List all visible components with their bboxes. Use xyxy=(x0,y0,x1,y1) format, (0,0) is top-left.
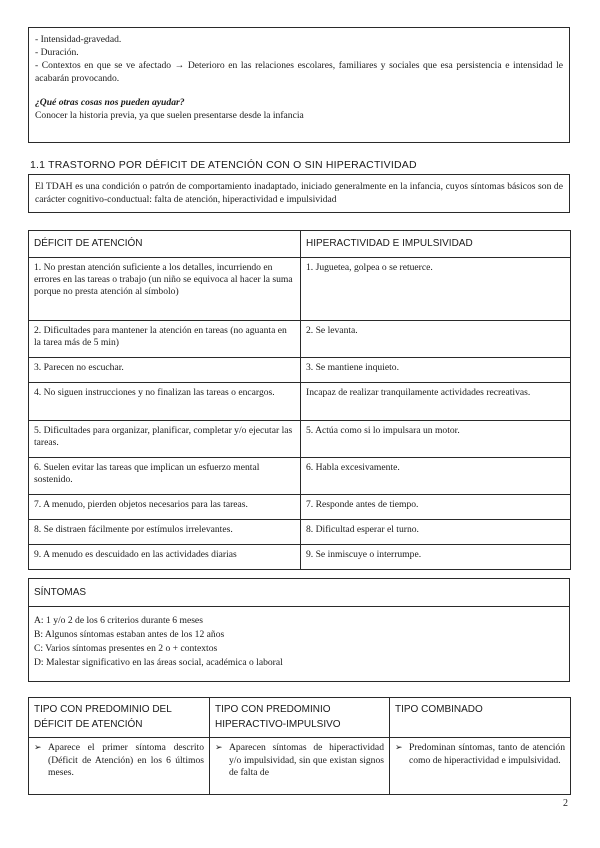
table-cell: 8. Se distraen fácilmente por estímulos irrelevantes. xyxy=(29,520,301,545)
header-deficit-atencion: DÉFICIT DE ATENCIÓN xyxy=(29,231,301,258)
arrow-bullet-icon: ➢ xyxy=(395,743,403,753)
table-cell: 2. Se levanta. xyxy=(301,321,571,358)
table-row xyxy=(29,738,571,795)
table-cell: 7. Responde antes de tiempo. xyxy=(301,495,571,520)
symptoms-table xyxy=(28,230,571,570)
table-cell xyxy=(210,738,390,795)
arrow-bullet-icon: ➢ xyxy=(34,743,42,753)
table-row xyxy=(29,421,571,458)
table-cell: 8. Dificultad esperar el turno. xyxy=(301,520,571,545)
table-cell: 3. Se mantiene inquieto. xyxy=(301,358,571,383)
table-cell: 7. A menudo, pierden objetos necesarios para las tareas. xyxy=(29,495,301,520)
intro-question: ¿Qué otras cosas nos pueden ayudar? xyxy=(35,97,185,108)
table-row xyxy=(29,258,571,321)
sintomas-list xyxy=(29,607,569,670)
header-tipo-hiperactivo: TIPO CON PREDOMINIO HIPERACTIVO-IMPULSIVO xyxy=(210,698,390,738)
header-tipo-deficit: TIPO CON PREDOMINIO DEL DÉFICIT DE ATENCIÓN xyxy=(29,698,210,738)
table-cell: 5. Dificultades para organizar, planificar, completar y/o ejecutar las tareas. xyxy=(29,421,301,458)
table-row xyxy=(29,545,571,570)
table-cell: 1. Juguetea, golpea o se retuerce. xyxy=(301,258,571,321)
table-cell: 6. Habla excesivamente. xyxy=(301,458,571,495)
table-cell: Incapaz de realizar tranquilamente actividades recreativas. xyxy=(301,383,571,421)
table-cell xyxy=(29,738,210,795)
section-heading: 1.1 TRASTORNO POR DÉFICIT DE ATENCIÓN CON O SIN HIPERACTIVIDAD xyxy=(30,159,417,171)
intro-answer: Conocer la historia previa, ya que suelen presentarse desde la infancia xyxy=(35,110,304,121)
table-cell: 4. No siguen instrucciones y no finalizan las tareas o encargos. xyxy=(29,383,301,421)
table-header-row xyxy=(29,698,571,738)
intro-box xyxy=(28,27,570,143)
table-cell: 5. Actúa como si lo impulsara un motor. xyxy=(301,421,571,458)
table-row xyxy=(29,383,571,421)
intro-contexts-line: - Contextos en que se ve afectado → Deterioro en las relaciones escolares, familiares y sociales que esa persistencia e intensidad le acabarán provocando. xyxy=(35,60,563,84)
page-number: 2 xyxy=(563,798,568,809)
table-cell: 9. Se inmiscuye o interrumpe. xyxy=(301,545,571,570)
table-row xyxy=(29,520,571,545)
sintomas-item: C: Varios síntomas presentes en 2 o + contextos xyxy=(34,643,218,654)
sintomas-item: D: Malestar significativo en las áreas social, académica o laboral xyxy=(34,657,283,668)
sintomas-item: B: Algunos síntomas estaban antes de los 12 años xyxy=(34,629,225,640)
header-hiperactividad: HIPERACTIVIDAD E IMPULSIVIDAD xyxy=(301,231,571,258)
table-row xyxy=(29,358,571,383)
table-row xyxy=(29,495,571,520)
header-tipo-combinado: TIPO COMBINADO xyxy=(390,698,571,738)
definition-text: El TDAH es una condición o patrón de comportamiento inadaptado, iniciado generalmente en la infancia, cuyos síntomas básicos son de carácter cognitivo-conductual: falta de atención, hiperactividad e impulsividad xyxy=(35,181,563,205)
table-cell: 3. Parecen no escuchar. xyxy=(29,358,301,383)
types-table xyxy=(28,697,571,795)
table-header-row xyxy=(29,231,571,258)
definition-box xyxy=(28,174,570,213)
table-cell: 1. No prestan atención suficiente a los detalles, incurriendo en errores en las tareas o trabajo (un niño se equivoca al hacer la suma porque no presta atención al símbolo) xyxy=(29,258,301,321)
bullet-text: Predominan síntomas, tanto de atención como de hiperactividad e impulsividad. xyxy=(409,742,565,766)
table-cell: 9. A menudo es descuidado en las actividades diarias xyxy=(29,545,301,570)
table-cell xyxy=(390,738,571,795)
table-cell: 6. Suelen evitar las tareas que implican un esfuerzo mental sostenido. xyxy=(29,458,301,495)
sintomas-box xyxy=(28,578,570,682)
table-cell: 2. Dificultades para mantener la atención en tareas (no aguanta en la tarea más de 5 min) xyxy=(29,321,301,358)
intro-line-1: - Intensidad-gravedad. xyxy=(35,34,122,45)
arrow-bullet-icon: ➢ xyxy=(215,743,223,753)
intro-line-2: - Duración. xyxy=(35,47,79,58)
bullet-text: Aparece el primer síntoma descrito (Déficit de Atención) en los 6 últimos meses. xyxy=(48,742,204,778)
sintomas-title: SÍNTOMAS xyxy=(29,579,569,607)
table-row xyxy=(29,321,571,358)
table-row xyxy=(29,458,571,495)
bullet-text: Aparecen síntomas de hiperactividad y/o impulsividad, sin que existan signos de falta de xyxy=(229,742,384,778)
sintomas-item: A: 1 y/o 2 de los 6 criterios durante 6 meses xyxy=(34,615,203,626)
